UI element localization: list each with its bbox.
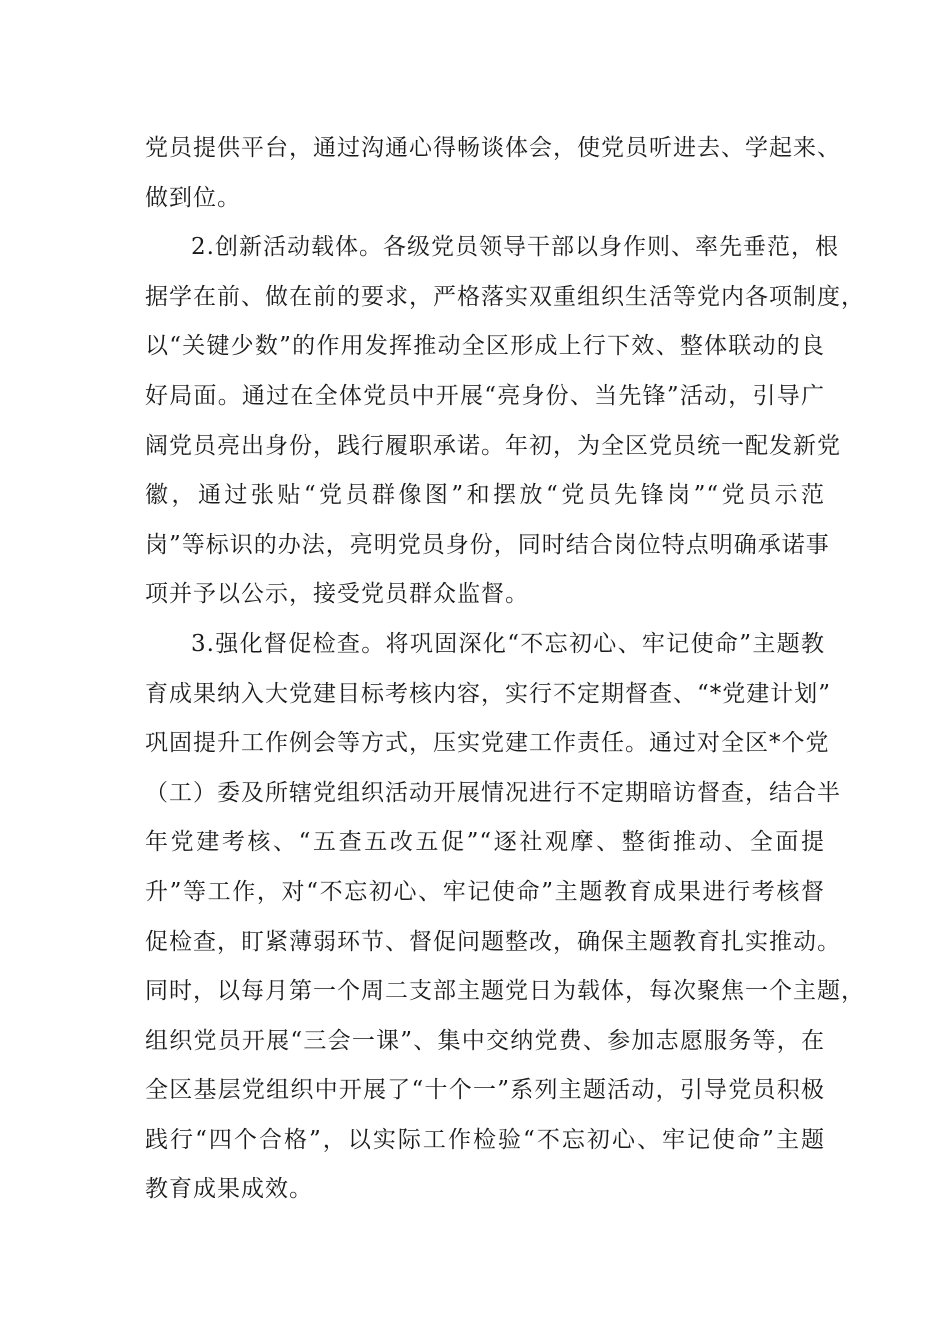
text-line: 践行“四个合格”，以实际工作检验“不忘初心、牢记使命”主题 — [145, 1126, 825, 1153]
text-line: 据学在前、做在前的要求，严格落实双重组织生活等党内各项制度， — [145, 283, 865, 310]
text-line: 党员提供平台，通过沟通心得畅谈体会，使党员听进去、学起来、 — [145, 135, 841, 161]
text-line: 阔党员亮出身份，践行履职承诺。年初，为全区党员统一配发新党 — [145, 432, 841, 459]
text-line: 全区基层党组织中开展了“十个一”系列主题活动，引导党员积极 — [145, 1077, 825, 1104]
text-line: 教育成果成效。 — [145, 1176, 313, 1203]
text-line: 巩固提升工作例会等方式，压实党建工作责任。通过对全区*个党 — [145, 730, 830, 757]
text-line: 年党建考核、“五查五改五促”“逐社观摩、整街推动、全面提 — [145, 829, 825, 856]
text-line: 好局面。通过在全体党员中开展“亮身份、当先锋”活动，引导广 — [145, 382, 825, 409]
text-line: 项并予以公示，接受党员群众监督。 — [145, 581, 529, 608]
text-line: 以“关键少数”的作用发挥推动全区形成上行下效、整体联动的良 — [145, 333, 825, 360]
text-line: 组织党员开展“三会一课”、集中交纳党费、参加志愿服务等，在 — [145, 1027, 825, 1054]
paragraph-heading-line: 2.创新活动载体。各级党员领导干部以身作则、率先垂范，根 — [191, 234, 839, 261]
text-line: 做到位。 — [145, 184, 241, 211]
text-line: 徽，通过张贴“党员群像图”和摆放“党员先锋岗”“党员示范 — [145, 482, 825, 509]
text-line: （工）委及所辖党组织活动开展情况进行不定期暗访督查，结合半 — [145, 779, 841, 806]
text-line: 同时，以每月第一个周二支部主题党日为载体，每次聚焦一个主题， — [145, 978, 865, 1005]
document-body — [145, 124, 865, 1215]
text-line: 育成果纳入大党建目标考核内容，实行不定期督查、“*党建计划” — [145, 680, 832, 707]
paragraph-heading-line: 3.强化督促检查。将巩固深化“不忘初心、牢记使命”主题教 — [191, 630, 825, 657]
text-line: 升”等工作，对“不忘初心、牢记使命”主题教育成果进行考核督 — [145, 878, 825, 905]
text-line: 岗”等标识的办法，亮明党员身份，同时结合岗位特点明确承诺事 — [145, 531, 830, 558]
text-line: 促检查，盯紧薄弱环节、督促问题整改，确保主题教育扎实推动。 — [145, 928, 841, 955]
